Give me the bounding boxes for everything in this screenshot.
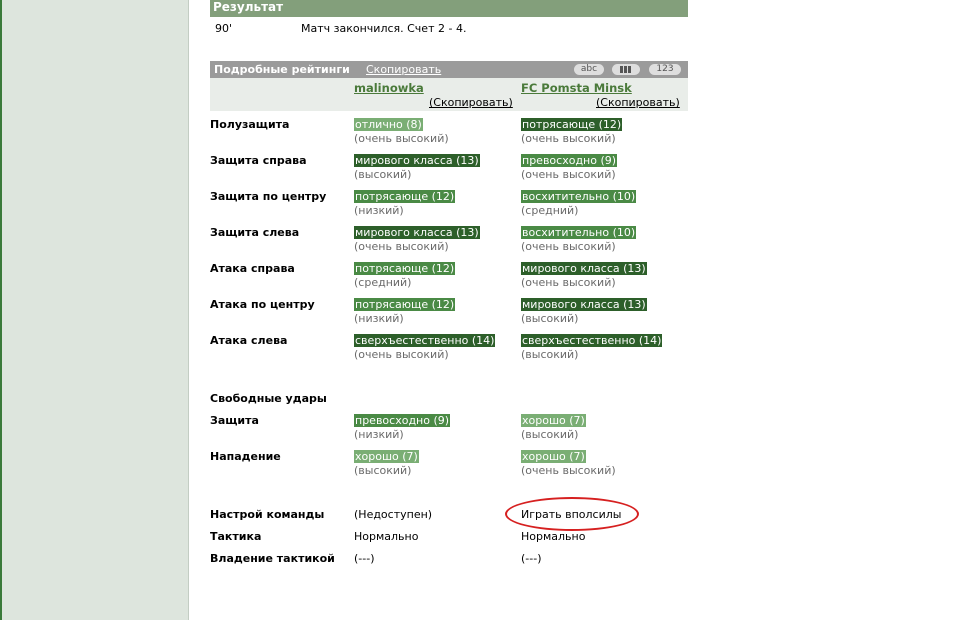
rating-row <box>210 298 688 328</box>
away-rating <box>521 298 647 325</box>
extra-row <box>210 530 688 544</box>
set-pieces-title: Свободные удары <box>210 392 327 405</box>
home-rating-value: мирового класса (13) <box>355 226 479 239</box>
home-rating-value: потрясающе (12) <box>355 298 455 311</box>
home-rating <box>354 226 480 253</box>
home-rating <box>354 414 450 441</box>
home-rating <box>354 450 419 477</box>
rating-row <box>210 118 688 148</box>
away-rating-sub: (средний) <box>521 204 579 217</box>
rating-label: Защита <box>210 414 259 427</box>
home-extra-value: (---) <box>354 552 375 565</box>
home-rating <box>354 298 455 325</box>
away-rating-value: мирового класса (13) <box>522 298 646 311</box>
away-rating-value: восхитительно (10) <box>522 226 636 239</box>
away-rating-sub: (высокий) <box>521 428 579 441</box>
away-rating <box>521 262 647 289</box>
result-row <box>210 22 688 36</box>
away-rating-value: восхитительно (10) <box>522 190 636 203</box>
home-rating <box>354 190 455 217</box>
home-rating-value: сверхъестественно (14) <box>355 334 495 347</box>
home-rating-value: потрясающе (12) <box>355 262 455 275</box>
view-bars-button[interactable] <box>612 64 640 75</box>
rating-row <box>210 334 688 364</box>
away-rating-value: сверхъестественно (14) <box>522 334 662 347</box>
away-rating-sub: (очень высокий) <box>521 464 616 477</box>
away-rating-value: хорошо (7) <box>522 450 585 463</box>
away-rating-value: мирового класса (13) <box>522 262 646 275</box>
result-header <box>210 0 688 17</box>
home-rating <box>354 262 455 289</box>
away-extra-value: (---) <box>521 552 542 565</box>
red-highlight-circle <box>505 497 639 531</box>
away-rating <box>521 226 636 253</box>
away-rating <box>521 118 622 145</box>
home-rating-sub: (высокий) <box>354 168 412 181</box>
away-rating <box>521 190 636 217</box>
home-rating <box>354 334 495 361</box>
home-rating-value: превосходно (9) <box>355 414 450 427</box>
rating-row <box>210 450 688 480</box>
ratings-copy-link[interactable]: Скопировать <box>366 63 442 76</box>
left-sidebar-panel <box>0 0 189 620</box>
home-rating-sub: (низкий) <box>354 428 404 441</box>
away-rating <box>521 450 616 477</box>
extra-label: Настрой команды <box>210 508 325 521</box>
home-rating-value: мирового класса (13) <box>355 154 479 167</box>
home-rating-sub: (средний) <box>354 276 412 289</box>
rating-row <box>210 226 688 256</box>
rating-label: Нападение <box>210 450 281 463</box>
home-rating-value: хорошо (7) <box>355 450 418 463</box>
away-rating-sub: (очень высокий) <box>521 168 616 181</box>
home-rating <box>354 154 480 181</box>
away-rating-sub: (высокий) <box>521 348 579 361</box>
extra-label: Тактика <box>210 530 262 543</box>
away-rating-value: хорошо (7) <box>522 414 585 427</box>
left-edge-stripe <box>0 0 2 620</box>
away-rating <box>521 414 586 441</box>
rating-label: Атака слева <box>210 334 288 347</box>
home-rating-sub: (низкий) <box>354 312 404 325</box>
away-rating <box>521 154 617 181</box>
away-rating-sub: (очень высокий) <box>521 276 616 289</box>
away-extra-value: Нормально <box>521 530 586 543</box>
ratings-title: Подробные рейтинги <box>214 63 350 76</box>
home-extra-value: Нормально <box>354 530 419 543</box>
result-title: Результат <box>213 0 284 14</box>
away-team-link[interactable]: FC Pomsta Minsk <box>521 81 632 95</box>
home-rating-sub: (очень высокий) <box>354 240 449 253</box>
rating-label: Защита справа <box>210 154 307 167</box>
home-copy-link[interactable]: (Скопировать) <box>429 96 513 109</box>
view-numbers-button[interactable]: 123 <box>649 64 681 75</box>
home-rating <box>354 118 449 145</box>
extra-label: Владение тактикой <box>210 552 335 565</box>
home-team-link[interactable]: malinowka <box>354 81 424 95</box>
home-rating-value: потрясающе (12) <box>355 190 455 203</box>
set-pieces-heading <box>210 392 688 406</box>
result-text: Матч закончился. Счет 2 - 4. <box>301 22 467 35</box>
ratings-header <box>210 61 688 78</box>
rating-label: Полузащита <box>210 118 290 131</box>
away-rating-sub: (очень высокий) <box>521 240 616 253</box>
home-rating-sub: (низкий) <box>354 204 404 217</box>
rating-row <box>210 414 688 444</box>
home-rating-sub: (очень высокий) <box>354 132 449 145</box>
result-minute: 90' <box>215 22 233 35</box>
rating-row <box>210 154 688 184</box>
away-rating-sub: (очень высокий) <box>521 132 616 145</box>
away-rating-sub: (высокий) <box>521 312 579 325</box>
home-extra-value: (Недоступен) <box>354 508 433 521</box>
rating-label: Защита по центру <box>210 190 327 203</box>
home-rating-sub: (высокий) <box>354 464 412 477</box>
extra-row <box>210 552 688 566</box>
away-rating-value: потрясающе (12) <box>522 118 622 131</box>
rating-row <box>210 190 688 220</box>
view-text-button[interactable]: abc <box>574 64 604 75</box>
rating-label: Защита слева <box>210 226 300 239</box>
rating-row <box>210 262 688 292</box>
away-extra-value: Играть вполсилы <box>521 508 622 521</box>
rating-label: Атака справа <box>210 262 295 275</box>
teams-header <box>210 78 688 111</box>
away-rating-value: превосходно (9) <box>522 154 617 167</box>
home-rating-value: отлично (8) <box>355 118 422 131</box>
home-rating-sub: (очень высокий) <box>354 348 449 361</box>
away-rating <box>521 334 662 361</box>
rating-label: Атака по центру <box>210 298 315 311</box>
away-copy-link[interactable]: (Скопировать) <box>596 96 680 109</box>
